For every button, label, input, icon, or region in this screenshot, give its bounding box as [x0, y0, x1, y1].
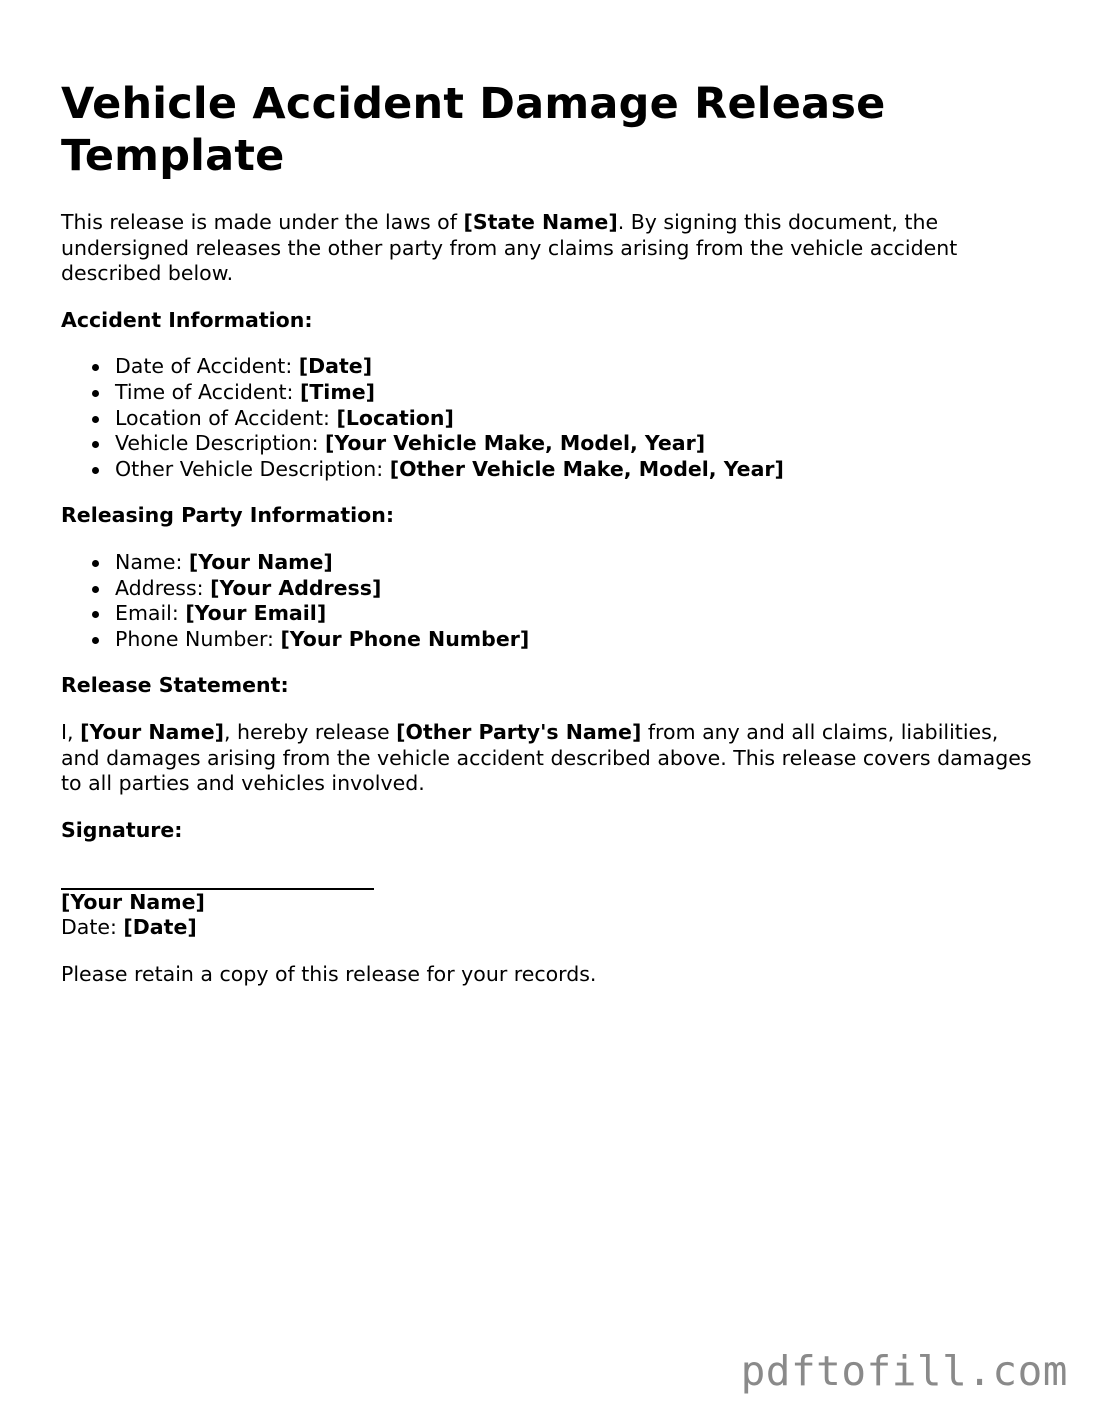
release-statement-paragraph [61, 720, 1041, 797]
signature-date [61, 915, 1041, 941]
item-value: [Your Address] [210, 575, 382, 600]
item-value: [Other Vehicle Make, Model, Year] [389, 456, 784, 481]
item-label: Phone Number: [115, 626, 281, 651]
accident-information-heading: Accident Information: [61, 307, 313, 332]
list-item [115, 457, 1041, 483]
releasing-party-list [61, 550, 1041, 652]
list-item [115, 576, 1041, 602]
list-item [115, 601, 1041, 627]
list-item [115, 550, 1041, 576]
state-name-placeholder: [State Name] [463, 210, 618, 234]
item-label: Address: [115, 575, 211, 600]
your-name-placeholder: [Your Name] [80, 719, 224, 744]
list-item [115, 354, 1041, 380]
item-value: [Your Name] [188, 549, 333, 574]
statement-text: from any and all claims, liabilities, and damages arising from the vehicle accident described above. This release covers damages to all parties and vehicles involved. [61, 719, 1032, 796]
signature-heading: Signature: [61, 817, 183, 842]
document-page [61, 78, 1041, 988]
statement-text: , hereby release [223, 719, 397, 744]
intro-text-before: This release is made under the laws of [61, 210, 464, 234]
item-label: Time of Accident: [115, 379, 300, 404]
item-label: Email: [115, 601, 186, 626]
item-value: [Your Email] [185, 601, 327, 626]
item-value: [Location] [336, 405, 454, 430]
item-label: Location of Accident: [115, 405, 337, 430]
item-label: Vehicle Description: [115, 431, 326, 456]
list-item [115, 431, 1041, 457]
watermark: pdftofill.com [740, 1347, 1068, 1395]
intro-paragraph [61, 210, 1041, 287]
releasing-party-heading: Releasing Party Information: [61, 503, 395, 528]
signature-name: [Your Name] [61, 889, 205, 914]
item-label: Name: [115, 549, 189, 574]
item-value: [Your Phone Number] [280, 626, 530, 651]
intro-text-after: . By signing this document, the undersigned releases the other party from any claims arising from the vehicle accident described below. [61, 210, 958, 286]
date-placeholder: [Date] [123, 915, 197, 940]
release-statement-heading: Release Statement: [61, 673, 289, 698]
item-value: [Time] [299, 379, 375, 404]
date-label: Date: [61, 915, 124, 940]
item-value: [Your Vehicle Make, Model, Year] [325, 431, 706, 456]
other-party-name-placeholder: [Other Party's Name] [396, 719, 642, 744]
accident-information-list [61, 354, 1041, 482]
item-label: Date of Accident: [115, 354, 299, 379]
retain-copy-note: Please retain a copy of this release for your records. [61, 962, 597, 987]
document-title: Vehicle Accident Damage Release Template [61, 79, 886, 181]
list-item [115, 380, 1041, 406]
item-label: Other Vehicle Description: [115, 456, 390, 481]
list-item [115, 627, 1041, 653]
list-item [115, 406, 1041, 432]
statement-text: I, [61, 719, 81, 744]
signature-line [61, 864, 374, 890]
item-value: [Date] [298, 354, 373, 379]
